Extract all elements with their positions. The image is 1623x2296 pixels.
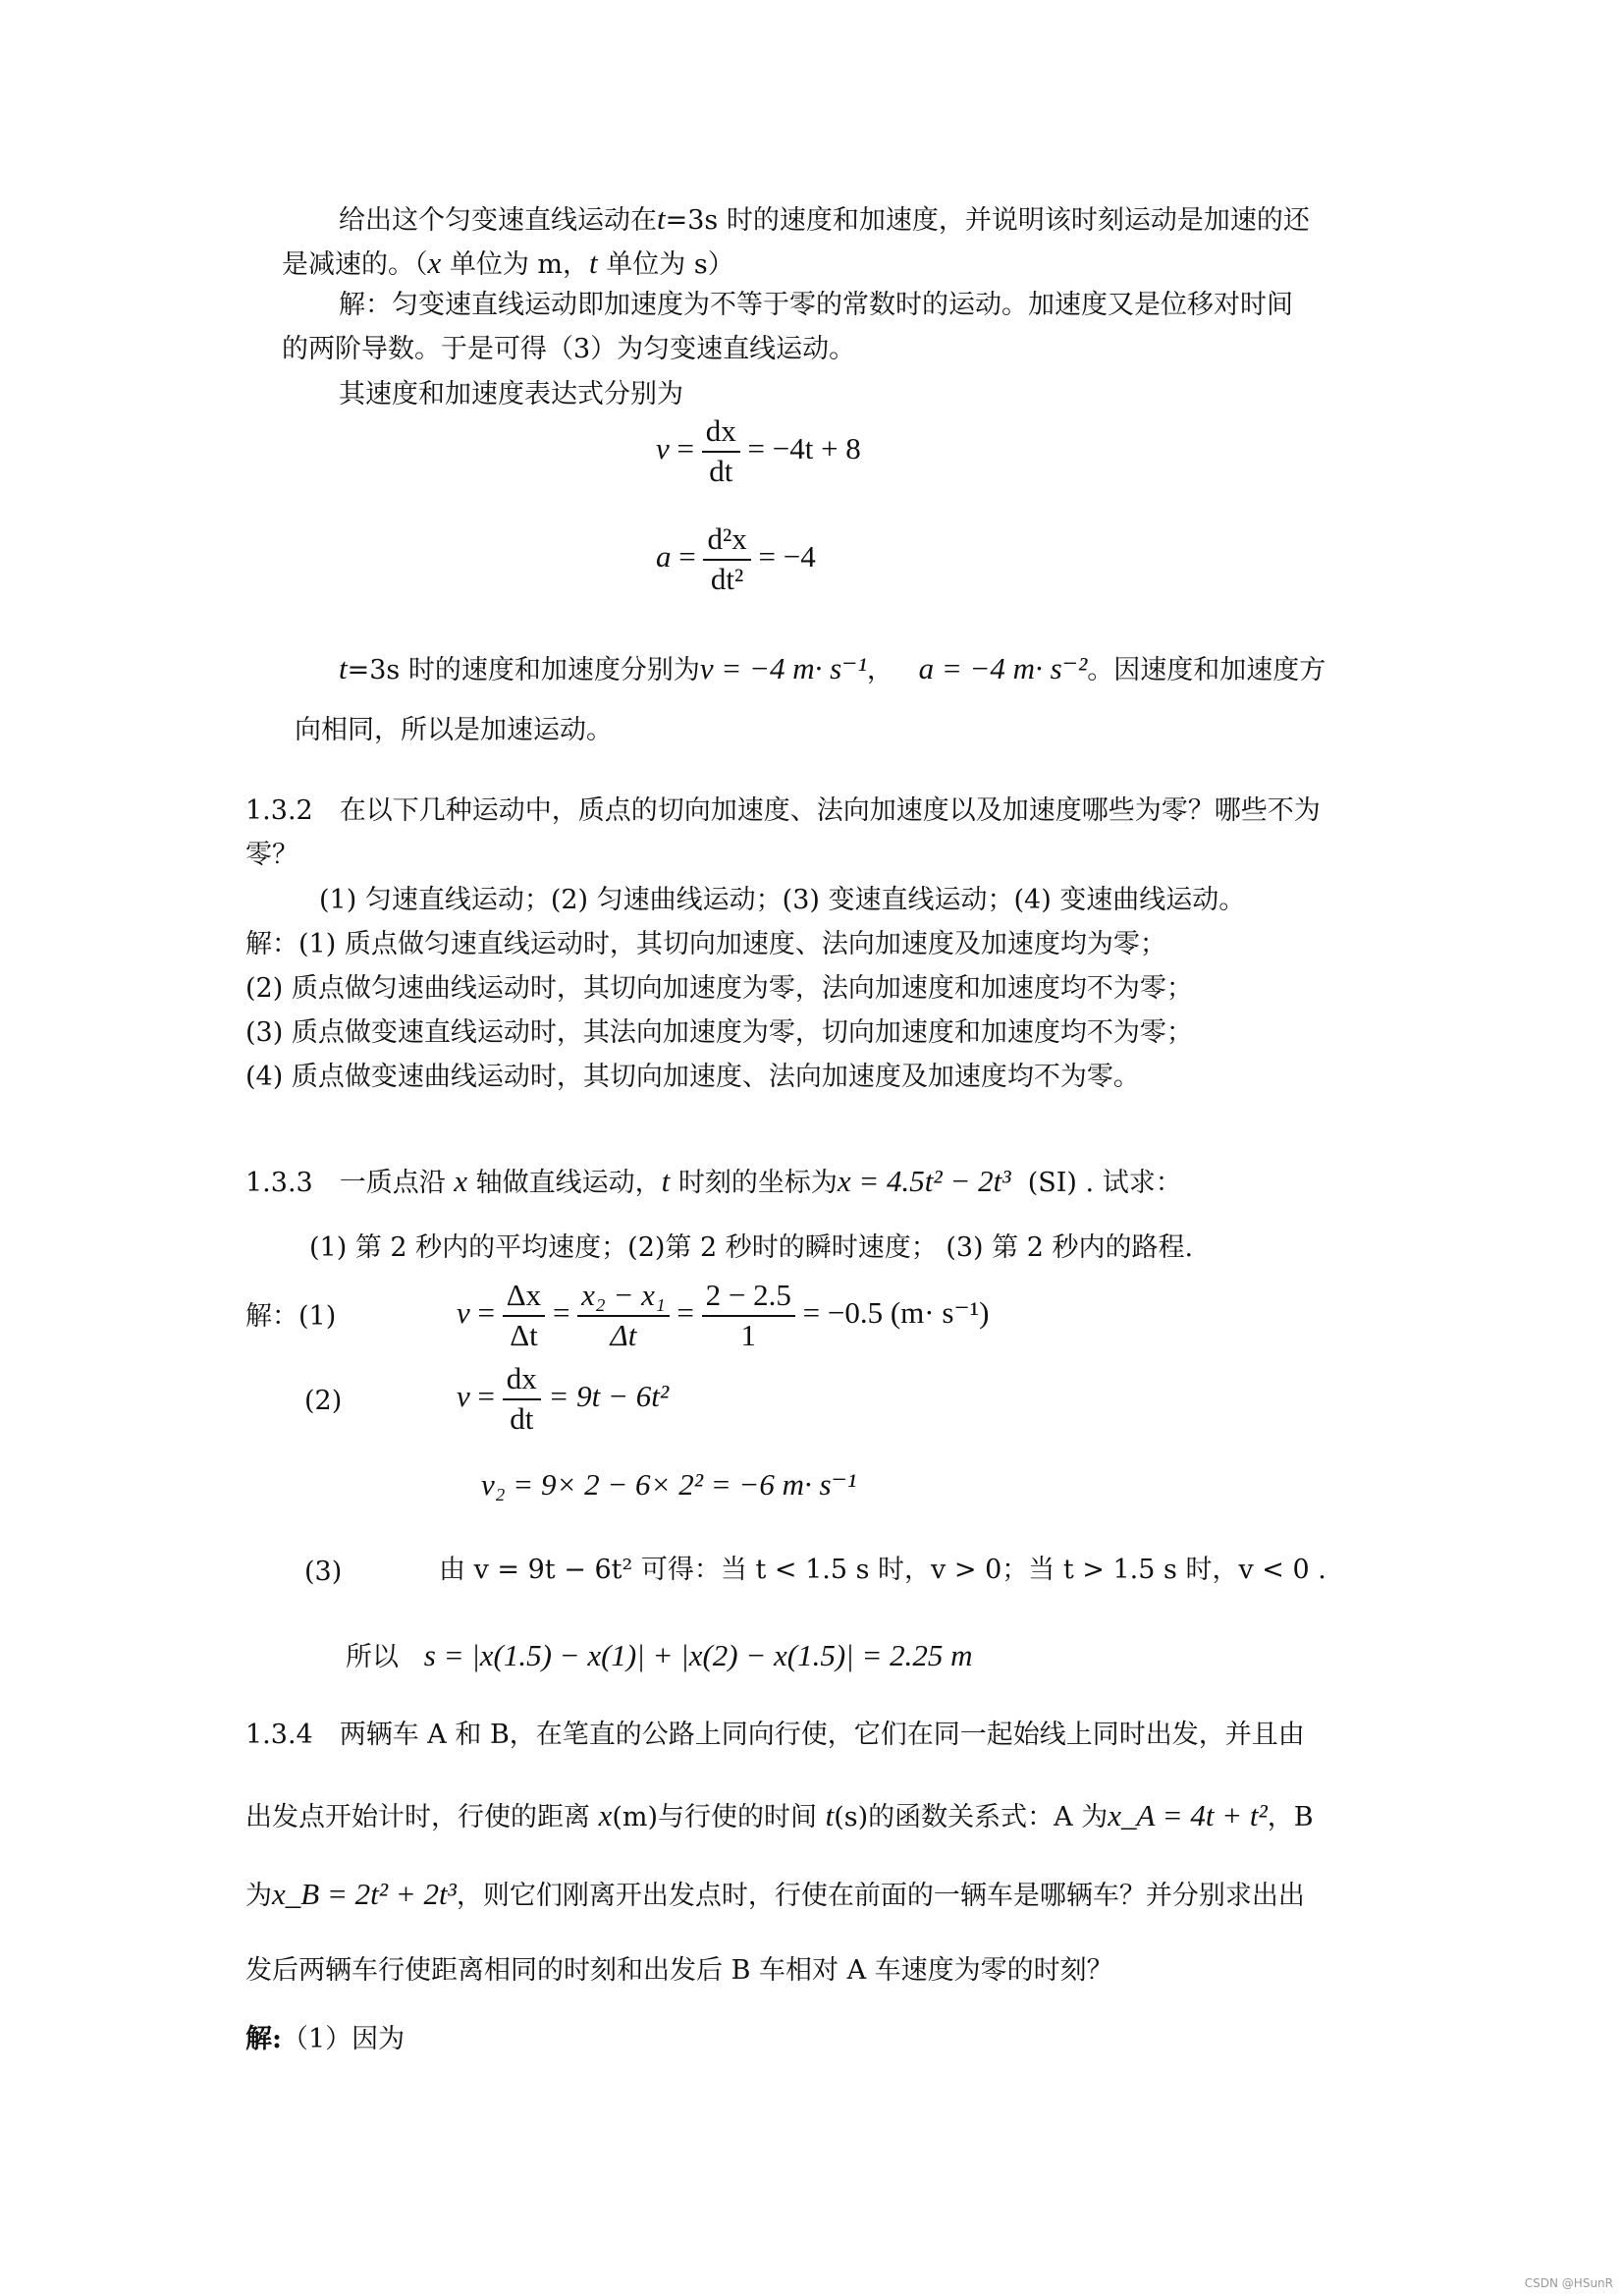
distance-equation: s = |x(1.5) − x(1)| + |x(2) − x(1.5)| = 2.25 m (423, 1638, 973, 1672)
fraction (577, 1277, 670, 1355)
denominator: dt² (710, 561, 744, 596)
solution-label: 解: (245, 2024, 282, 2054)
p1-line-6: t=3s 时的速度和加速度分别为v = −4 m· s⁻¹， a = −4 m· s⁻²。因速度和加速度方 (339, 651, 1326, 685)
p1-line-3: 解：匀变速直线运动即加速度为不等于零的常数时的运动。加速度又是位移对时间 (339, 290, 1293, 320)
q133-s1-label: 解：(1) (245, 1301, 337, 1332)
var-a: a (656, 538, 672, 574)
result: = 9t − 6t² (548, 1378, 670, 1413)
denominator: Δt (610, 1317, 637, 1352)
p1-line-2 (282, 247, 734, 278)
xb-equation: x_B = 2t² + 2t³ (272, 1877, 457, 1911)
text: 为 (245, 1881, 272, 1911)
q133-line-2: (1) 第 2 秒内的平均速度；(2)第 2 秒时的瞬时速度； (3) 第 2 秒内的路程. (309, 1232, 1194, 1263)
denominator: Δt (510, 1317, 538, 1352)
var-x: x (454, 1164, 468, 1198)
numerator: dx (702, 412, 740, 453)
q133-s2b-equation: v₂ = 9× 2 − 6× 2² = −6 m· s⁻¹ (481, 1467, 857, 1502)
fraction (703, 520, 750, 599)
q133-line-1 (245, 1166, 1182, 1196)
q132-line-3: (1) 匀速直线运动；(2) 匀速曲线运动；(3) 变速直线运动；(4) 变速曲线运动。 (319, 885, 1246, 915)
text: (m)与行使的时间 (612, 1802, 818, 1832)
q134-line-2 (245, 1800, 1314, 1831)
watermark: CSDN @HSunR (1524, 2276, 1613, 2290)
text: =3s 时的速度和加速度，并说明该时刻运动是加速的还 (665, 205, 1310, 236)
var-t: t (825, 1798, 835, 1832)
text: (s)的函数关系式：A 为 (834, 1802, 1109, 1832)
var-x: x (427, 246, 442, 280)
fraction (503, 1360, 541, 1439)
p1-line-7: 向相同，所以是加速运动。 (295, 715, 613, 745)
var-v: v (656, 430, 670, 465)
numerator: d²x (703, 520, 750, 561)
numerator: 2 − 2.5 (702, 1277, 795, 1317)
var-x: x (598, 1798, 613, 1832)
q132-line-7: (4) 质点做变速曲线运动时，其切向加速度、法向加速度及加速度均不为零。 (245, 1062, 1140, 1092)
q132-line-4: 解：(1) 质点做匀速直线运动时，其切向加速度、法向加速度及加速度均为零； (245, 929, 1166, 959)
q132-line-2: 零？ (245, 840, 298, 870)
text: ，B (1267, 1802, 1314, 1832)
text: 给出这个匀变速直线运动在 (339, 205, 657, 236)
q134-line-1: 1.3.4 两辆车 A 和 B，在笔直的公路上同向行使，它们在同一起始线上同时出发，并且由 (245, 1720, 1305, 1750)
q134-line-5 (245, 2026, 405, 2052)
velocity-value: v = −4 m· s⁻¹ (699, 651, 867, 685)
q133-s1-equation: v = $\frac{\Delta x}{\Delta t}$ = $\frac{\text{x₂ − x₁}}{\Delta t}$ = $\frac{2 - 2.5}{1}$ = −0.5 (m· s⁻¹) (457, 1277, 989, 1355)
position-equation: x = 4.5t² − 2t³ (837, 1164, 1011, 1198)
text: (SI) . 试求： (1027, 1168, 1182, 1198)
text: 轴做直线运动， (475, 1168, 662, 1198)
q134-line-3 (245, 1879, 1305, 1909)
text: 单位为 m， (441, 249, 590, 280)
fraction (702, 412, 740, 491)
text: 出发点开始计时，行使的距离 (245, 1802, 590, 1832)
p1-line-5: 其速度和加速度表达式分别为 (339, 379, 683, 410)
denominator: 1 (740, 1317, 757, 1352)
q133-s2-equation: v = $\frac{dx}{dt}$ = 9t − 6t² (457, 1360, 669, 1439)
text: 单位为 s） (597, 249, 734, 280)
equation-acceleration: a = $\frac{\text{d²x}}{\text{dt²}}$ = −4 (656, 520, 816, 599)
fraction (503, 1277, 545, 1355)
denominator: dt (709, 453, 733, 488)
var-t: t (661, 1164, 671, 1198)
q133-s4 (346, 1640, 973, 1670)
q133-s3-text: 由 v = 9t − 6t² 可得：当 t < 1.5 s 时，v > 0；当 t > 1.5 s 时，v < 0 . (439, 1555, 1326, 1585)
text: ，则它们刚离开出发点时，行使在前面的一辆车是哪辆车？并分别求出出 (456, 1881, 1305, 1911)
q132-line-1: 1.3.2 在以下几种运动中，质点的切向加速度、法向加速度以及加速度哪些为零？哪些不为 (245, 795, 1321, 826)
q133-s3-label: (3) (304, 1557, 343, 1587)
text: 1.3.3 一质点沿 (245, 1168, 446, 1198)
var-t: t (657, 201, 666, 236)
text: =3s 时的速度和加速度分别为 (347, 655, 700, 685)
fraction (702, 1277, 795, 1355)
rhs: = −4t + 8 (747, 430, 861, 465)
result: = −0.5 (m· s⁻¹) (802, 1294, 990, 1330)
denominator: dt (510, 1400, 534, 1436)
q133-s2-label: (2) (304, 1386, 343, 1416)
xa-equation: x_A = 4t + t² (1108, 1798, 1268, 1832)
p1-line-1 (339, 203, 1310, 234)
equation-velocity: v = $\frac{dx}{dt}$ = −4t + 8 (656, 412, 861, 491)
acceleration-value: a = −4 m· s⁻² (918, 651, 1088, 685)
var-t: t (589, 246, 598, 280)
text: 时刻的坐标为 (677, 1168, 838, 1198)
text: （1）因为 (281, 2024, 406, 2054)
numerator: dx (503, 1360, 541, 1400)
numerator: x₂ − x₁ (577, 1277, 670, 1317)
rhs: = −4 (758, 538, 816, 574)
text: 所以 (346, 1642, 399, 1672)
q134-line-4: 发后两辆车行使距离相同的时刻和出发后 B 车相对 A 车速度为零的时刻？ (245, 1955, 1113, 1986)
text: 。因速度和加速度方 (1087, 655, 1326, 685)
p1-line-4: 的两阶导数。于是可得（3）为匀变速直线运动。 (282, 334, 856, 364)
var-t: t (339, 651, 348, 685)
q132-line-5: (2) 质点做匀速曲线运动时，其切向加速度为零，法向加速度和加速度均不为零； (245, 973, 1193, 1004)
q132-line-6: (3) 质点做变速直线运动时，其法向加速度为零，切向加速度和加速度均不为零； (245, 1017, 1193, 1048)
numerator: Δx (503, 1277, 545, 1317)
text: 是减速的。（ (282, 249, 428, 280)
